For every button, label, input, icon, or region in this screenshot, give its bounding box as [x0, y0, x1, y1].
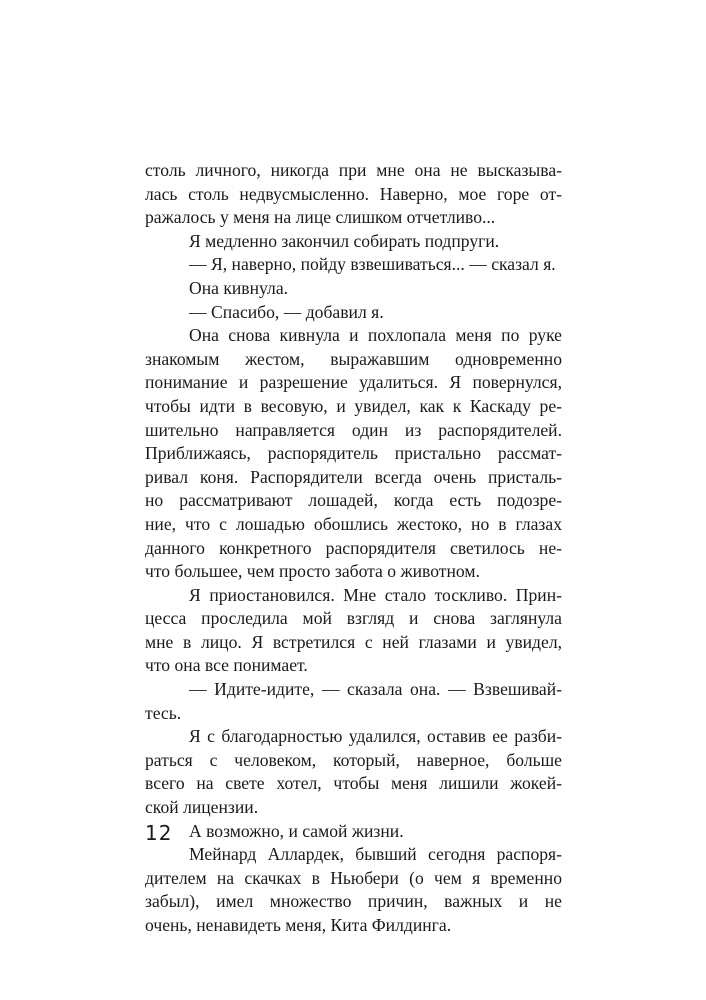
text-line: тесь. — [145, 702, 182, 723]
text-line: всего на свете хотел, чтобы меня лишили жокей- — [145, 773, 562, 794]
text-line: столь личного, никогда при мне она не высказыва- — [145, 160, 562, 180]
text-line: ние, что с лошадью обошлись жестоко, но в глазах — [145, 513, 562, 534]
text-line: мне в лицо. Я встретился с ней глазами и увидел, — [145, 631, 562, 652]
text-line: чтобы идти в весовую, и увидел, как к Каскаду ре- — [145, 395, 562, 416]
text-line: цесса проследила мой взгляд и снова заглянула — [145, 608, 562, 629]
text-line: ривал коня. Распорядители всегда очень присталь- — [145, 466, 562, 487]
text-line: что она все понимает. — [145, 655, 308, 676]
text-line: Я приостановился. Мне стало тоскливо. Прин- — [189, 584, 562, 605]
text-line: но рассматривают лошадей, когда есть подозре- — [145, 490, 562, 511]
text-line: данного конкретного распорядителя светилось не- — [145, 537, 562, 558]
text-line: что большее, чем просто забота о животном. — [145, 561, 480, 582]
text-line: знакомым жестом, выражавшим одновременно — [145, 348, 562, 369]
page-number: 12 — [145, 821, 173, 845]
text-line: Она снова кивнула и похлопала меня по руке — [189, 325, 562, 346]
text-line: забыл), имел множество причин, важных и не — [145, 891, 562, 912]
text-line: Приближаясь, распорядитель пристально рассмат- — [145, 443, 562, 464]
text-line: Я с благодарностью удалился, оставив ее разби- — [189, 726, 562, 747]
text-line: дителем на скачках в Ньюбери (о чем я временно — [145, 867, 562, 888]
text-line: — Я, наверно, пойду взвешиваться... — сказал я. — [189, 254, 556, 275]
text-line: понимание и разрешение удалиться. Я повернулся, — [145, 372, 562, 393]
text-line: Она кивнула. — [189, 277, 289, 298]
text-line: — Идите-идите, — сказала она. — Взвешивай- — [189, 679, 562, 700]
text-line: Мейнард Аллардек, бывший сегодня распоря- — [189, 844, 562, 865]
text-line: раться с человеком, который, наверное, больше — [145, 749, 562, 770]
text-line: очень, ненавидеть меня, Кита Филдинга. — [145, 915, 452, 935]
text-line: А возможно, и самой жизни. — [189, 820, 404, 841]
text-line: Я медленно закончил собирать подпруги. — [189, 230, 500, 251]
text-line: — Спасибо, — добавил я. — [189, 301, 384, 322]
text-line: шительно направляется один из распорядителей. — [145, 419, 562, 440]
text-line: ской лицензии. — [145, 797, 259, 818]
text-line: лась столь недвусмысленно. Наверно, мое горе от- — [145, 183, 562, 204]
body-text — [145, 159, 562, 938]
text-line: ражалось у меня на лице слишком отчетливо... — [145, 207, 496, 228]
